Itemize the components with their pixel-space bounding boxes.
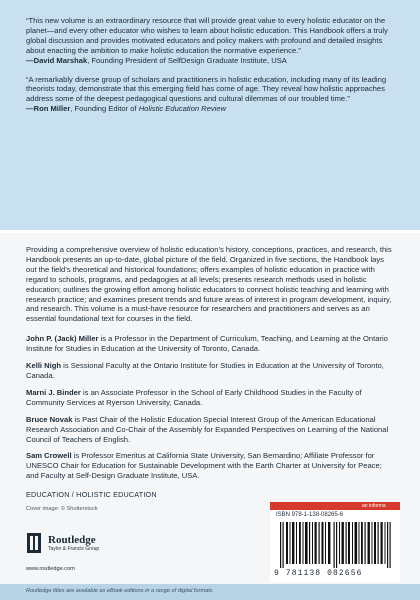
publisher-name: Routledge <box>48 533 96 546</box>
author-name-5: Sam Crowell <box>26 451 72 461</box>
publisher-group: Taylor & Francis Group <box>48 545 100 552</box>
cover-image-credit: Cover image: © Shutterstock <box>26 506 98 512</box>
author-bio-2 <box>26 361 396 381</box>
isbn-label: ISBN 978-1-138-08265-6 <box>276 512 344 518</box>
isbn-digits: 9 781138 082656 <box>274 569 363 578</box>
author-name-2: Kelli Nigh <box>26 361 62 371</box>
author-name-3: Marni J. Binder <box>26 387 81 397</box>
publisher-logo <box>26 524 196 562</box>
endorsements-panel <box>0 0 420 230</box>
endorsement-attribution-1 <box>26 56 396 66</box>
endorsement-author-2: —Ron Miller <box>26 104 71 114</box>
author-bio-text-2: is Sessional Faculty at the Ontario Institute for Studies in Education at the University of Toronto, Canada. <box>26 361 384 380</box>
ebook-strip <box>0 584 420 600</box>
author-bio-1 <box>26 334 396 354</box>
author-bio-4 <box>26 415 396 445</box>
book-description: Providing a comprehensive overview of holistic education’s history, conceptions, practices, and research, this Handbook presents an up-to-date, global picture of the field. Organized in five sections, the Handbook lays out the field’s theoretical and historical foundations; offers examples of holistic education in practice with regard to schools, programs, and pedagogies at all levels; presents research methods used in holistic education; outlines the growing effort among holistic educators to connect holistic teaching and learning with research practice; and examines present trends and future areas of interest in program development, inquiry, and research. This volume is a must-have resource for researchers and practitioners and serves as an essential foundational text for courses in the field. <box>26 245 392 324</box>
endorsement-attribution-2 <box>26 104 396 114</box>
endorsement-quote-1: “This new volume is an extraordinary resource that will provide great value to every holistic educator on the planet—and every other educator who wishes to learn about holistic education. This Handbook offers a truly global discussion and provides motivated educators and policy makers with profound and detailed insights about enacting the ambition to make holistic education the normative experience.” <box>26 16 388 55</box>
endorsement-role-2: , Founding Editor of <box>70 104 139 114</box>
endorsement-author-1: —David Marshak <box>26 55 88 65</box>
author-bio-text-5: is Professor Emeritus at California State University, San Bernardino; Affiliate Professor for UNESCO Chair for Education for Sustainable Development with the Earth Charter at University for Peace; and Faculty at Self-Design Graduate Institute, USA. <box>26 451 382 481</box>
informa-banner: an informa <box>270 502 400 510</box>
author-bio-text-4: is Past Chair of the Holistic Education Special Interest Group of the American Educational Research Association and Co-Chair of the Assembly for Expanded Perspectives on Learning of the National Council of Teachers of English. <box>26 414 389 444</box>
author-name-4: Bruce Novak <box>26 414 73 424</box>
author-bio-3 <box>26 388 396 408</box>
ebook-note: Routledge titles are available as eBook editions in a range of digital formats <box>26 588 213 594</box>
endorsement-publication-2: Holistic Education Review <box>138 104 227 114</box>
routledge-logo-icon <box>26 532 42 554</box>
author-bio-text-3: is an Associate Professor in the School of Early Childhood Studies in the Faculty of Community Services at Ryerson University, Canada. <box>26 387 362 407</box>
publisher-url[interactable]: www.routledge.com <box>26 566 75 572</box>
author-name-1: John P. (Jack) Miller <box>26 334 99 344</box>
subject-category: EDUCATION / HOLISTIC EDUCATION <box>26 490 157 499</box>
barcode-graphic <box>278 522 394 568</box>
endorsement-role-1: , Founding President of SelfDesign Graduate Institute, USA <box>87 55 287 65</box>
author-bio-5 <box>26 451 396 481</box>
author-bio-text-1: is a Professor in the Department of Curriculum, Teaching, and Learning at the Ontario Institute for Studies in Education at the University of Toronto, Canada. <box>26 334 388 354</box>
barcode-box <box>270 510 400 582</box>
endorsement-quote-2: “A remarkably diverse group of scholars and practitioners in holistic education, including many of its leading theorists today, demonstrate that this emerging field has come of age. They reveal how holistic approaches address some of the deepest pedagogical questions and cultural dilemmas of our troubled time.” <box>26 74 387 104</box>
